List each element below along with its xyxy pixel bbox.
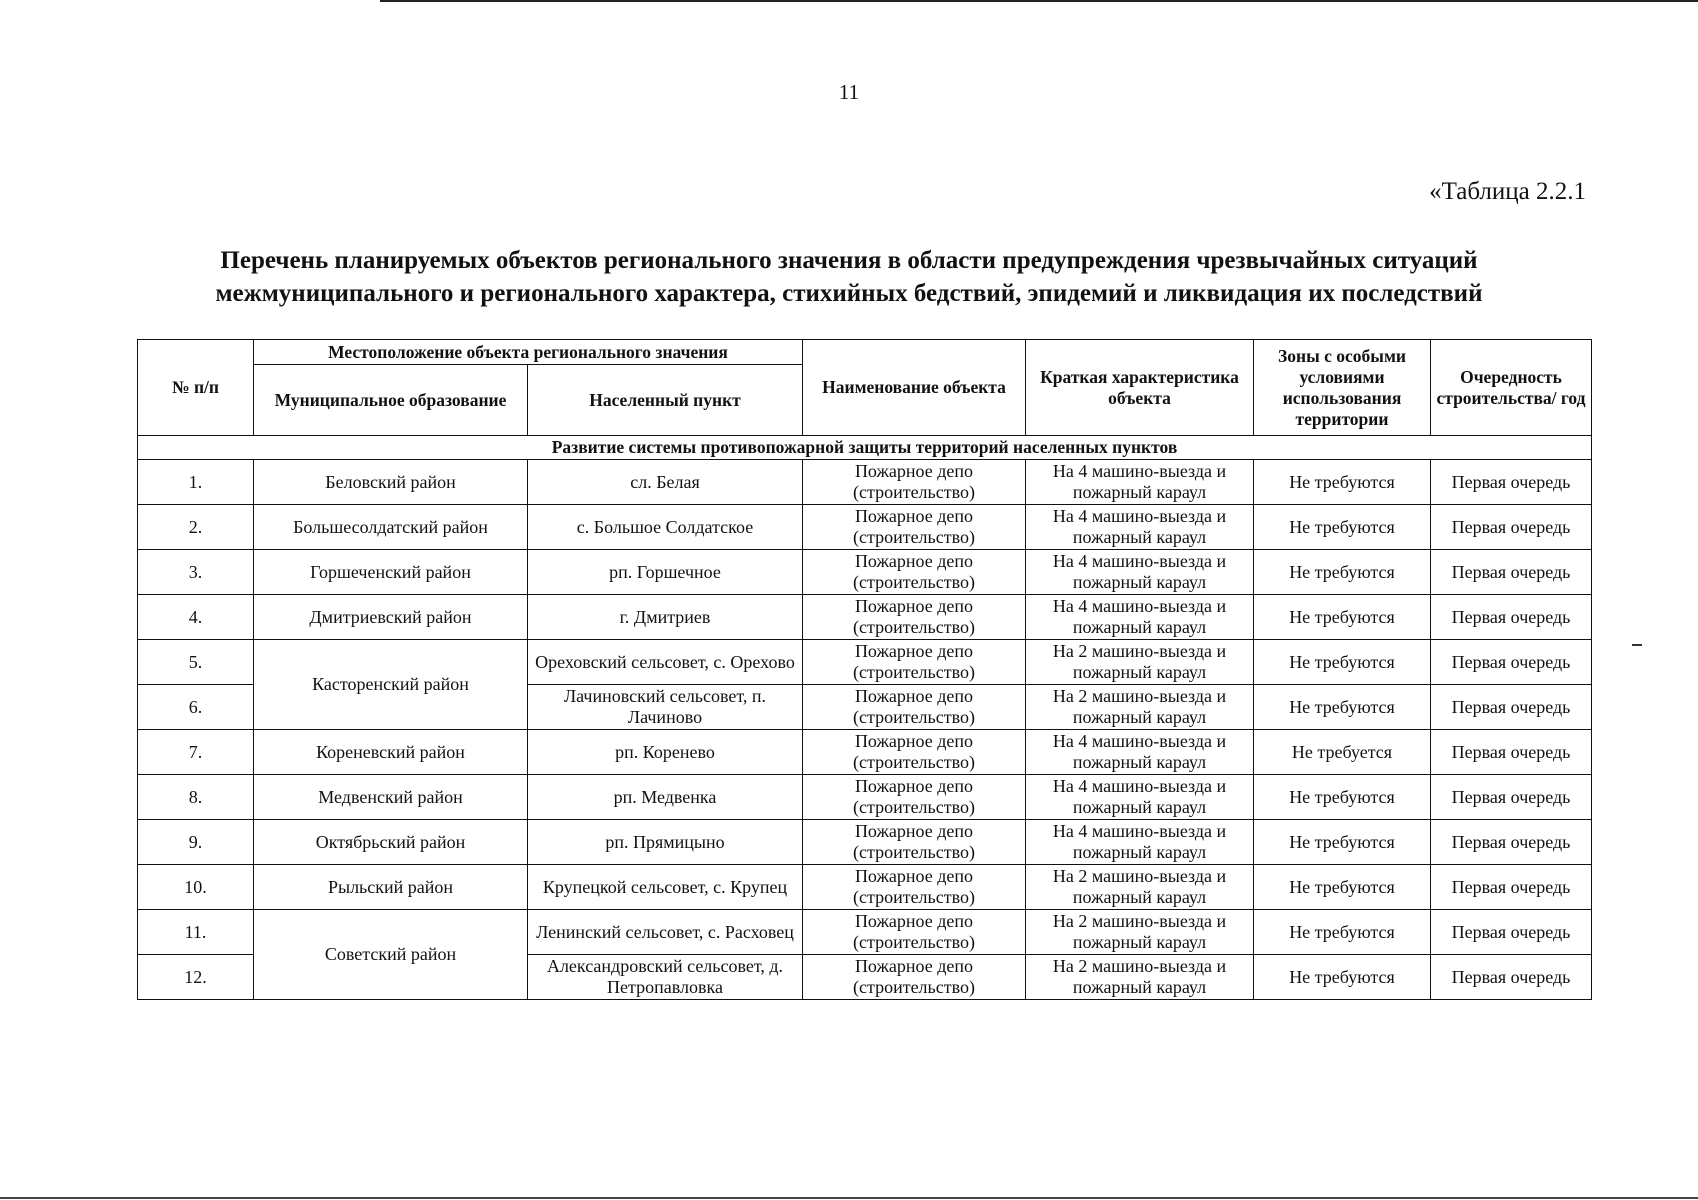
row-priority: Первая очередь — [1431, 685, 1592, 730]
header-num: № п/п — [138, 340, 254, 436]
row-zones: Не требуются — [1254, 865, 1431, 910]
table-row — [138, 865, 1592, 910]
row-number: 9. — [138, 820, 254, 865]
row-object-name: Пожарное депо (строительство) — [803, 955, 1026, 1000]
row-number: 5. — [138, 640, 254, 685]
page-number: 11 — [838, 80, 860, 104]
table-row — [138, 730, 1592, 775]
row-priority: Первая очередь — [1431, 640, 1592, 685]
row-object-name: Пожарное депо (строительство) — [803, 685, 1026, 730]
header-object-name: Наименование объекта — [803, 340, 1026, 436]
row-number: 8. — [138, 775, 254, 820]
row-priority: Первая очередь — [1431, 730, 1592, 775]
row-characteristic: На 2 машино-выезда и пожарный караул — [1026, 640, 1254, 685]
row-object-name: Пожарное депо (строительство) — [803, 505, 1026, 550]
row-number: 2. — [138, 505, 254, 550]
row-priority: Первая очередь — [1431, 910, 1592, 955]
row-settlement: Ленинский сельсовет, с. Расховец — [528, 910, 803, 955]
scan-edge-bottom — [0, 1197, 1698, 1199]
row-characteristic: На 4 машино-выезда и пожарный караул — [1026, 595, 1254, 640]
row-priority: Первая очередь — [1431, 505, 1592, 550]
table-row — [138, 910, 1592, 955]
header-characteristic: Краткая характеристика объекта — [1026, 340, 1254, 436]
row-object-name: Пожарное депо (строительство) — [803, 595, 1026, 640]
table-row — [138, 460, 1592, 505]
table-row — [138, 775, 1592, 820]
row-characteristic: На 2 машино-выезда и пожарный караул — [1026, 955, 1254, 1000]
row-object-name: Пожарное депо (строительство) — [803, 865, 1026, 910]
row-object-name: Пожарное депо (строительство) — [803, 550, 1026, 595]
row-settlement: г. Дмитриев — [528, 595, 803, 640]
row-municipality: Советский район — [254, 910, 528, 1000]
table-row — [138, 550, 1592, 595]
row-settlement: рп. Коренево — [528, 730, 803, 775]
row-settlement: рп. Медвенка — [528, 775, 803, 820]
row-priority: Первая очередь — [1431, 820, 1592, 865]
row-number: 10. — [138, 865, 254, 910]
scan-mark — [1632, 644, 1642, 646]
row-priority: Первая очередь — [1431, 955, 1592, 1000]
scan-edge-top — [380, 0, 1698, 2]
row-number: 3. — [138, 550, 254, 595]
row-settlement: Лачиновский сельсовет, п. Лачиново — [528, 685, 803, 730]
row-characteristic: На 4 машино-выезда и пожарный караул — [1026, 775, 1254, 820]
document-title-line: Перечень планируемых объектов регионального значения в области предупреждения чрезвычайных ситуаций — [220, 247, 1478, 274]
header-priority: Очередность строительства/ год — [1431, 340, 1592, 436]
row-characteristic: На 2 машино-выезда и пожарный караул — [1026, 910, 1254, 955]
row-zones: Не требуются — [1254, 595, 1431, 640]
row-characteristic: На 4 машино-выезда и пожарный караул — [1026, 820, 1254, 865]
table-row — [138, 595, 1592, 640]
row-settlement: Ореховский сельсовет, с. Орехово — [528, 640, 803, 685]
row-municipality: Медвенский район — [254, 775, 528, 820]
row-zones: Не требуются — [1254, 640, 1431, 685]
header-zones: Зоны с особыми условиями использования территории — [1254, 340, 1431, 436]
row-characteristic: На 4 машино-выезда и пожарный караул — [1026, 460, 1254, 505]
row-zones: Не требуются — [1254, 910, 1431, 955]
row-priority: Первая очередь — [1431, 595, 1592, 640]
row-zones: Не требуются — [1254, 505, 1431, 550]
row-zones: Не требуются — [1254, 775, 1431, 820]
document-title-line: межмуниципального и регионального характера, стихийных бедствий, эпидемий и ликвидация их последствий — [215, 280, 1483, 307]
row-municipality: Кореневский район — [254, 730, 528, 775]
table-row — [138, 505, 1592, 550]
row-characteristic: На 4 машино-выезда и пожарный караул — [1026, 505, 1254, 550]
section-title: Развитие системы противопожарной защиты территорий населенных пунктов — [138, 436, 1592, 460]
row-characteristic: На 2 машино-выезда и пожарный караул — [1026, 685, 1254, 730]
row-municipality: Беловский район — [254, 460, 528, 505]
row-characteristic: На 2 машино-выезда и пожарный караул — [1026, 865, 1254, 910]
row-number: 6. — [138, 685, 254, 730]
row-settlement: с. Большое Солдатское — [528, 505, 803, 550]
row-municipality: Рыльский район — [254, 865, 528, 910]
row-number: 7. — [138, 730, 254, 775]
document-title — [0, 244, 1698, 310]
row-zones: Не требуются — [1254, 820, 1431, 865]
table-row — [138, 640, 1592, 685]
row-priority: Первая очередь — [1431, 865, 1592, 910]
row-zones: Не требуются — [1254, 550, 1431, 595]
row-characteristic: На 4 машино-выезда и пожарный караул — [1026, 730, 1254, 775]
row-number: 1. — [138, 460, 254, 505]
row-zones: Не требуются — [1254, 955, 1431, 1000]
row-number: 4. — [138, 595, 254, 640]
header-municipality: Муниципальное образование — [254, 365, 528, 436]
row-priority: Первая очередь — [1431, 460, 1592, 505]
table-row — [138, 820, 1592, 865]
header-settlement: Населенный пункт — [528, 365, 803, 436]
row-characteristic: На 4 машино-выезда и пожарный караул — [1026, 550, 1254, 595]
row-municipality: Касторенский район — [254, 640, 528, 730]
row-settlement: сл. Белая — [528, 460, 803, 505]
row-object-name: Пожарное депо (строительство) — [803, 775, 1026, 820]
row-zones: Не требуются — [1254, 685, 1431, 730]
row-number: 12. — [138, 955, 254, 1000]
row-settlement: рп. Прямицыно — [528, 820, 803, 865]
row-number: 11. — [138, 910, 254, 955]
row-municipality: Октябрьский район — [254, 820, 528, 865]
row-settlement: рп. Горшечное — [528, 550, 803, 595]
row-priority: Первая очередь — [1431, 550, 1592, 595]
row-settlement: Крупецкой сельсовет, с. Крупец — [528, 865, 803, 910]
row-object-name: Пожарное депо (строительство) — [803, 460, 1026, 505]
row-zones: Не требуется — [1254, 730, 1431, 775]
row-municipality: Горшеченский район — [254, 550, 528, 595]
header-location-group: Местоположение объекта регионального значения — [254, 340, 803, 365]
row-municipality: Большесолдатский район — [254, 505, 528, 550]
row-priority: Первая очередь — [1431, 775, 1592, 820]
row-object-name: Пожарное депо (строительство) — [803, 910, 1026, 955]
row-municipality: Дмитриевский район — [254, 595, 528, 640]
row-object-name: Пожарное депо (строительство) — [803, 820, 1026, 865]
row-settlement: Александровский сельсовет, д. Петропавловка — [528, 955, 803, 1000]
objects-table — [137, 339, 1592, 1000]
row-zones: Не требуются — [1254, 460, 1431, 505]
row-object-name: Пожарное депо (строительство) — [803, 730, 1026, 775]
table-caption: «Таблица 2.2.1 — [1429, 178, 1586, 205]
row-object-name: Пожарное депо (строительство) — [803, 640, 1026, 685]
